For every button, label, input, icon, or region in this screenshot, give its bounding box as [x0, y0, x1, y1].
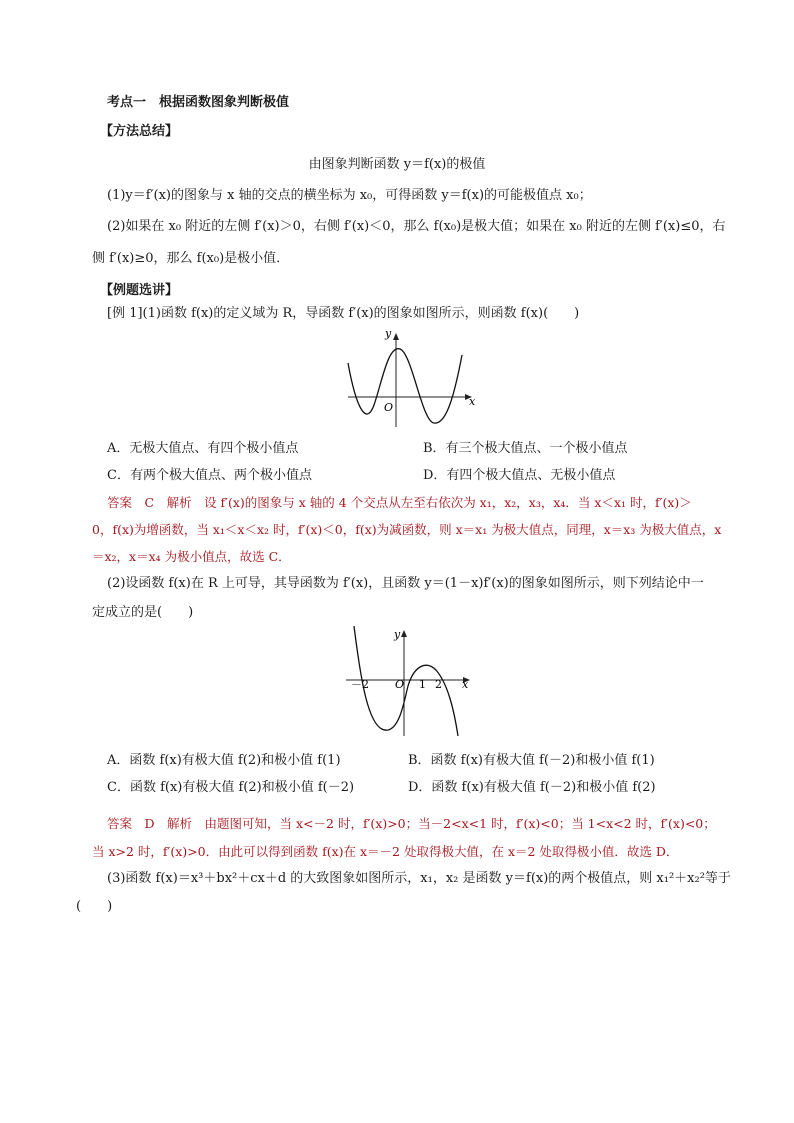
- method-point-2-line-2: 侧 f′(x)≥0，那么 f(x₀)是极小值．: [92, 251, 290, 266]
- example2-answer-line-2: 当 x>2 时，f′(x)>0．由此可以得到函数 f(x)在 x＝－2 处取得极大值，在 x＝2 处取得极小值．故选 D．: [92, 844, 679, 859]
- examples-heading: 【例题选讲】: [100, 283, 179, 298]
- example1-option-c: C．有两个极大值点、两个极小值点: [107, 468, 312, 483]
- example1-y-label: y: [385, 327, 392, 340]
- example2-y-arrow-icon: [401, 630, 407, 637]
- example1-y-arrow-icon: [393, 333, 399, 340]
- example1-x-label: x: [469, 395, 476, 408]
- example2-tick-2: 2: [435, 678, 442, 691]
- example3-stem-line-2: ( ): [76, 899, 113, 914]
- example2-product-graph: [342, 624, 477, 742]
- example1-derivative-graph: [340, 327, 480, 431]
- example1-origin-label: O: [384, 401, 394, 414]
- example1-option-d: D．有四个极大值点、无极小值点: [423, 468, 616, 483]
- example1-option-b: B．有三个极大值点、一个极小值点: [423, 441, 628, 456]
- example2-x-label: x: [462, 678, 469, 691]
- example2-y-label: y: [394, 628, 401, 641]
- example2-option-c: C．函数 f(x)有极大值 f(2)和极小值 f(－2): [107, 780, 355, 795]
- example2-origin-label: O: [395, 678, 405, 691]
- example1-answer-line-1: 答案 C 解析 设 f′(x)的图象与 x 轴的 4 个交点从左至右依次为 x₁，x₂，x₃，x₄．当 x＜x₁ 时，f′(x)＞: [107, 495, 692, 510]
- section-title: 考点一 根据函数图象判断极值: [107, 95, 290, 110]
- example2-option-b: B．函数 f(x)有极大值 f(－2)和极小值 f(1): [408, 753, 655, 768]
- example1-option-a: A．无极大值点、有四个极小值点: [107, 441, 299, 456]
- example2-stem-line-2: 定成立的是( ): [92, 605, 194, 620]
- example1-answer-line-3: ＝x₂，x＝x₄ 为极小值点，故选 C．: [92, 549, 291, 564]
- example2-option-a: A．函数 f(x)有极大值 f(2)和极小值 f(1): [107, 753, 341, 768]
- method-heading: 【方法总结】: [100, 124, 179, 139]
- example3-stem-line-1: (3)函数 f(x)＝x³＋bx²＋cx＋d 的大致图象如图所示，x₁，x₂ 是函数 y＝f(x)的两个极值点，则 x₁²＋x₂²等于: [107, 871, 731, 886]
- method-title: 由图象判断函数 y＝f(x)的极值: [308, 157, 486, 172]
- example1-answer-line-2: 0，f(x)为增函数，当 x₁＜x＜x₂ 时，f′(x)＜0，f(x)为减函数，则 x＝x₁ 为极大值点，同理，x＝x₃ 为极大值点，x: [92, 522, 722, 537]
- method-point-1: (1)y＝f′(x)的图象与 x 轴的交点的横坐标为 x₀，可得函数 y＝f(x)的可能极值点 x₀；: [107, 188, 592, 203]
- example2-tick-1: 1: [419, 678, 426, 691]
- example2-answer-line-1: 答案 D 解析 由题图可知，当 x<－2 时，f′(x)>0；当－2<x<1 时，f′(x)<0；当 1<x<2 时，f′(x)<0；: [107, 816, 716, 831]
- example1-derivative-curve: [348, 349, 462, 423]
- example1-stem: [例 1](1)函数 f(x)的定义域为 R，导函数 f′(x)的图象如图所示，则函数 f(x)( ): [107, 306, 580, 321]
- example2-tick-neg2: －2: [351, 678, 369, 691]
- example2-stem-line-1: (2)设函数 f(x)在 R 上可导，其导函数为 f′(x)，且函数 y＝(1－x)f′(x)的图象如图所示，则下列结论中一: [107, 576, 704, 591]
- example2-curve: [354, 626, 458, 736]
- example2-option-d: D．函数 f(x)有极大值 f(－2)和极小值 f(2): [408, 780, 656, 795]
- method-point-2-line-1: (2)如果在 x₀ 附近的左侧 f′(x)＞0，右侧 f′(x)＜0，那么 f(x₀)是极大值；如果在 x₀ 附近的左侧 f′(x)≤0，右: [107, 219, 726, 234]
